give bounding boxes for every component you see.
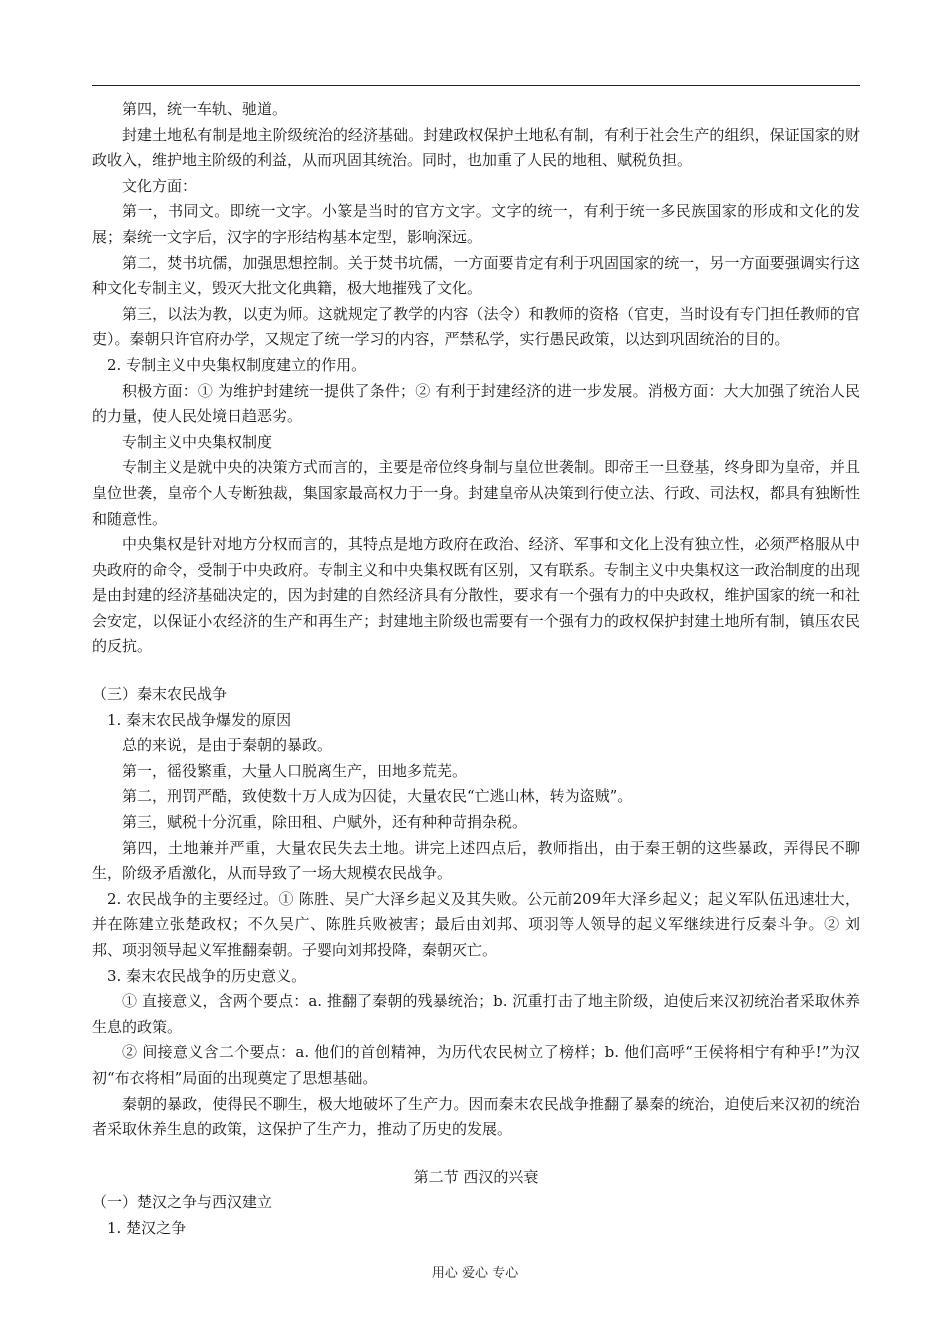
- paragraph-autocracy-definition: 专制主义是就中央的决策方式而言的，主要是帝位终身制与皇位世袭制。即帝王一旦登基，终身即为皇帝，并且皇位世袭，皇帝个人专断独裁，集国家最高权力于一身。封建皇帝从决策到行使立法、行政、司法权，都具有独断性和随意性。: [92, 458, 860, 528]
- paragraph-unify-script: 第一，书同文。即统一文字。小篆是当时的官方文字。文字的统一，有利于统一多民族国家的形成和文化的发展；秦统一文字后，汉字的字形结构基本定型，影响深远。: [92, 202, 860, 246]
- paragraph-unify-roads: 第四，统一车轨、驰道。: [122, 100, 288, 118]
- paragraph-law-as-teaching: 第三，以法为教，以吏为师。这就规定了教学的内容（法令）和教师的资格（官吏，当时设有专门担任教师的官吏）。秦朝只许官府办学，又规定了统一学习的内容，严禁私学，实行愚民政策，以达到巩固统治的目的。: [92, 304, 860, 349]
- chapter-heading-western-han: 第二节 西汉的兴衰: [413, 1167, 539, 1186]
- list-item-2-centralization-role: 2. 专制主义中央集权制度建立的作用。: [107, 355, 367, 374]
- list-item-1-war-causes: 1. 秦末农民战争爆发的原因: [107, 710, 292, 729]
- list-item-3-war-significance: 3. 秦末农民战争的历史意义。: [107, 966, 307, 985]
- paragraph-summary-tyranny: 总的来说，是由于秦朝的暴政。: [122, 736, 333, 755]
- paragraph-direct-significance: ① 直接意义，含两个要点：a. 推翻了秦朝的残暴统治；b. 沉重打击了地主阶级，迫使后来汉初统治者采取休养生息的政策。: [92, 992, 860, 1036]
- paragraph-cause-taxes: 第三，赋税十分沉重，除田租、户赋外，还有种种苛捐杂税。: [122, 813, 528, 832]
- header-rule: [92, 85, 860, 86]
- section-spacer: [92, 660, 860, 682]
- document-body: [92, 97, 860, 1242]
- paragraph-cause-land-annexation: 第四，土地兼并严重，大量农民失去土地。讲完上述四点后，教师指出，由于秦王朝的这些暴政，弄得民不聊生，阶级矛盾激化，从而导致了一场大规模农民战争。: [92, 838, 860, 883]
- subheading-autocracy-system: 专制主义中央集权制度: [122, 432, 273, 451]
- page-footer: 用心 爱心 专心: [431, 1266, 519, 1281]
- paragraph-cause-corvee: 第一，徭役繁重，大量人口脱离生产，田地多荒芜。: [122, 761, 468, 780]
- paragraph-burn-books: 第二，焚书坑儒，加强思想控制。关于焚书坑儒，一方面要肯定有利于巩固国家的统一，另一方面要强调实行这种文化专制主义，毁灭大批文化典籍，极大地摧残了文化。: [92, 253, 860, 298]
- paragraph-indirect-significance: ② 间接意义含二个要点：a. 他们的首创精神，为历代农民树立了榜样；b. 他们高呼“王侯将相宁有种乎!”为汉初“布衣将相”局面的出现奠定了思想基础。: [92, 1043, 860, 1087]
- section-spacer: [92, 1143, 860, 1165]
- list-item-2-war-process: 2. 农民战争的主要经过。① 陈胜、吴广大泽乡起义及其失败。公元前209年大泽乡起义；起义军队伍迅速壮大，并在陈建立张楚政权；不久吴广、陈胜兵败被害；最后由刘邦、项羽等人领导的起义军继续进行反秦斗争。② 刘邦、项羽领导起义军推翻秦朝。子婴向刘邦投降，秦朝灭亡。: [92, 889, 860, 959]
- paragraph-centralization-definition: 中央集权是针对地方分权而言的，其特点是地方政府在政治、经济、军事和文化上没有独立性，必须严格服从中央政府的命令，受制于中央政府。专制主义和中央集权既有区别，又有联系。专制主义中央集权这一政治制度的出现是由封建的经济基础决定的，因为封建的自然经济具有分散性，要求有一个强有力的中央政权，维护国家的统一和社会安定，以保证小农经济的生产和再生产；封建地主阶级也需要有一个强有力的政权保护封建土地所有制，镇压农民的反抗。: [92, 535, 860, 656]
- section-heading-chu-han: （一）楚汉之争与西汉建立: [92, 1193, 273, 1212]
- list-item-1-chu-han-contention: 1. 楚汉之争: [107, 1218, 187, 1237]
- paragraph-cause-punishment: 第二，刑罚严酷，致使数十万人成为囚徒，大量农民“亡逃山林，转为盗贼”。: [122, 787, 633, 806]
- paragraph-conclusion: 秦朝的暴政，使得民不聊生，极大地破坏了生产力。因而秦末农民战争推翻了暴秦的统治，迫使后来汉初的统治者采取休养生息的政策，这保护了生产力，推动了历史的发展。: [92, 1094, 860, 1139]
- section-heading-peasant-war: （三）秦末农民战争: [92, 685, 228, 704]
- paragraph-positive-negative: 积极方面：① 为维护封建统一提供了条件；② 有利于封建经济的进一步发展。消极方面：大大加强了统治人民的力量，使人民处境日趋恶劣。: [92, 381, 860, 426]
- paragraph-land-ownership: 封建土地私有制是地主阶级统治的经济基础。封建政权保护土地私有制，有利于社会生产的组织，保证国家的财政收入，维护地主阶级的利益，从而巩固其统治。同时，也加重了人民的地租、赋税负担。: [92, 125, 860, 170]
- heading-culture: 文化方面：: [122, 176, 198, 195]
